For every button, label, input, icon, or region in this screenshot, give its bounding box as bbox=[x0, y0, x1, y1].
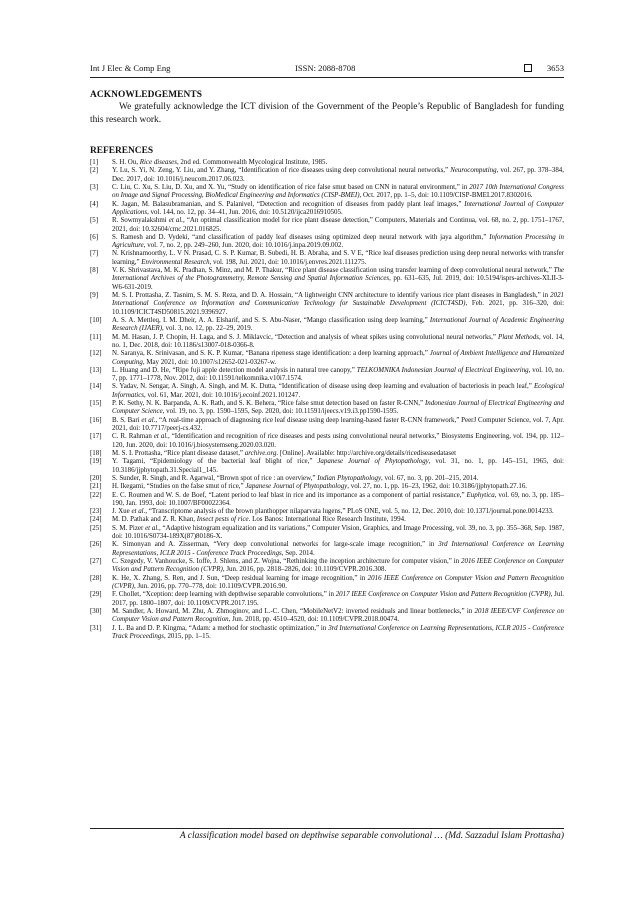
reference-authors: M. S. I. Prottasha, “Rice plant disease dataset,” bbox=[112, 448, 245, 457]
reference-number: [5] bbox=[90, 216, 99, 225]
reference-authors: B. S. Bari bbox=[112, 415, 142, 424]
reference-number: [21] bbox=[90, 482, 102, 491]
reference-text bbox=[112, 382, 564, 398]
reference-number: [30] bbox=[90, 606, 102, 615]
reference-item bbox=[90, 624, 564, 641]
reference-details: , vol. 31, no. 1, pp. 145–151, 1965, doi: 10.3186/jjphytopath.31.Special1_145. bbox=[112, 457, 564, 474]
reference-item bbox=[90, 540, 564, 557]
reference-text bbox=[112, 233, 564, 249]
reference-number: [19] bbox=[90, 457, 102, 466]
reference-details: , vol. 7, no. 2, pp. 249–260, Jun. 2020, doi: 10.1016/j.inpa.2019.09.002. bbox=[143, 241, 344, 250]
reference-number: [17] bbox=[90, 432, 102, 441]
reference-source: et al. bbox=[153, 432, 168, 441]
reference-text bbox=[112, 607, 564, 623]
reference-text bbox=[112, 366, 564, 382]
reference-text bbox=[112, 482, 527, 490]
reference-text bbox=[112, 449, 456, 457]
reference-details: , vol. 3, no. 12, pp. 22–29, 2019. bbox=[162, 324, 253, 333]
reference-authors: J. L. Ba and D. P. Kingma, “Adam: a method for stochastic optimization,” in bbox=[112, 623, 329, 632]
reference-number: [3] bbox=[90, 182, 99, 191]
reference-item bbox=[90, 607, 564, 624]
reference-text bbox=[112, 590, 564, 606]
reference-text bbox=[112, 291, 564, 316]
reference-authors: S. Sunder, R. Singh, and R. Agarwal, “Brown spot of rice : an overview,” bbox=[112, 473, 318, 482]
reference-text bbox=[112, 399, 564, 415]
reference-source: et al. bbox=[145, 523, 159, 532]
reference-source: TELKOMNIKA Indonesian Journal of Electrical Engineering bbox=[356, 365, 529, 374]
reference-item bbox=[90, 183, 564, 200]
reference-text bbox=[112, 557, 564, 573]
reference-item bbox=[90, 491, 564, 508]
reference-source: 2016 IEEE Conference on Computer Vision and Pattern Recognition (CVPR) bbox=[112, 557, 564, 574]
reference-number: [2] bbox=[90, 166, 99, 175]
reference-item bbox=[90, 158, 564, 166]
reference-item bbox=[90, 574, 564, 591]
reference-number: [24] bbox=[90, 515, 102, 524]
issn: ISSN: 2088-8708 bbox=[295, 63, 356, 73]
reference-authors: S. Ramesh and D. Vydeki, “and classification of paddy leaf diseases using optimized deep neural network with jaya algorithm,” bbox=[112, 232, 490, 241]
reference-authors: A. S. A. Mettleq, I. M. Dheir, A. A. Elsharif, and S. S. Abu-Naser, “Mango classification using deep learning,” bbox=[112, 315, 430, 324]
reference-text bbox=[112, 200, 564, 216]
reference-item bbox=[90, 399, 564, 416]
reference-number: [25] bbox=[90, 523, 102, 532]
reference-authors: J. Xue bbox=[112, 507, 132, 516]
reference-source: Ecological Informatics bbox=[112, 382, 564, 399]
reference-source: Neurocomputing bbox=[450, 166, 497, 175]
reference-item bbox=[90, 416, 564, 433]
reference-authors: N. Krishnamoorthy, L. V N. Prasad, C. S. P. Kumar, B. Subedi, H. B. Abraha, and S. V E, “Rice leaf diseases prediction using deep neural networks with transfer learning,” bbox=[112, 249, 564, 266]
running-footer: A classification model based on depthwise separable convolutional … (Md. Sazzadul Islam Prottasha) bbox=[179, 831, 564, 841]
reference-text bbox=[112, 457, 564, 473]
reference-item bbox=[90, 349, 564, 366]
reference-number: [16] bbox=[90, 415, 102, 424]
reference-details: , pp. 631–635, Jul. 2019, doi: 10.5194/isprs-archives-XLII-3-W6-631-2019. bbox=[112, 274, 564, 291]
reference-item bbox=[90, 291, 564, 316]
reference-number: [11] bbox=[90, 332, 102, 341]
reference-authors: C. Szegedy, V. Vanhoucke, S. Ioffe, J. Shlens, and Z. Wojna, “Rethinking the inception architecture for computer vision,” in bbox=[112, 557, 462, 565]
reference-details: , May 2021, doi: 10.1007/s12652-021-03267-w. bbox=[142, 357, 277, 366]
reference-number: [9] bbox=[90, 291, 99, 299]
reference-number: [28] bbox=[90, 573, 102, 582]
reference-source: et al. bbox=[168, 216, 184, 225]
reference-item bbox=[90, 233, 564, 250]
reference-details: , Jun. 2016, pp. 2818–2826, doi: 10.1109/CVPR.2016.308. bbox=[222, 565, 387, 574]
reference-details: , Sep. 2014. bbox=[281, 548, 315, 557]
reference-details: , “Adaptive histogram equalization and its variations,” Computer Vision, Graphics, and Image Processing, vol. 39, no. 3, pp. 355–368, Sep. 1987, doi: 10.1016/S0734-189X(87)80186-X. bbox=[112, 523, 565, 541]
reference-source: Journal of Ambient Intelligence and Humanized Computing bbox=[112, 349, 564, 366]
reference-source: Environmental Research bbox=[141, 257, 210, 266]
reference-source: Rice diseases bbox=[139, 158, 177, 166]
header-rule bbox=[90, 77, 564, 78]
reference-details: , Jun. 2018, pp. 4510–4520, doi: 10.1109/CVPR.2018.00474. bbox=[228, 615, 399, 624]
reference-details: , “A real-time approach of diagnosing rice leaf disease using deep learning-based faster R-CNN framework,” PeerJ Computer Science, vol. 7, Apr. 2021, doi: 10.7717/peerj-cs.432. bbox=[112, 415, 564, 432]
reference-source: 2017 IEEE Conference on Computer Vision and Pattern Recognition (CVPR) bbox=[335, 590, 551, 599]
reference-number: [8] bbox=[90, 266, 99, 275]
reference-authors: L. Huang and D. He, “Ripe fuji apple detection model analysis in natural tree canopy,” bbox=[112, 365, 357, 374]
reference-source: 3rd International Conference on Learning Representations, ICLR 2015 - Conference Track Proceedings bbox=[112, 623, 564, 640]
reference-item bbox=[90, 200, 564, 217]
reference-authors: C. R. Rahman bbox=[112, 432, 154, 441]
reference-number: [13] bbox=[90, 365, 102, 374]
reference-authors: M. M. Hasan, J. P. Chopin, H. Laga, and S. J. Miklavcic, “Detection and analysis of wheat spikes using convolutional neural networks,” bbox=[112, 332, 498, 341]
reference-details: , Feb. 2021, pp. 316–320, doi: 10.1109/ICICT4SD50815.2021.9396927. bbox=[112, 299, 564, 316]
reference-number: [15] bbox=[90, 399, 102, 408]
reference-source: et al. bbox=[131, 507, 146, 516]
reference-text bbox=[112, 432, 564, 448]
reference-text bbox=[112, 524, 564, 540]
reference-source: The International Archives of the Photogrammetry, Remote Sensing and Spatial Information Sciences bbox=[112, 266, 564, 283]
acknowledgements-heading: ACKNOWLEDGEMENTS bbox=[90, 90, 203, 100]
reference-authors: K. He, X. Zhang, S. Ren, and J. Sun, “Deep residual learning for image recognition,” in bbox=[112, 573, 368, 582]
reference-authors: C. Liu, C. Xu, S. Liu, D. Xu, and X. Yu, “Study on identification of rice false smut based on CNN in natural environment,” in bbox=[112, 182, 470, 191]
reference-text bbox=[112, 574, 564, 590]
reference-details: , “Identification and recognition of rice diseases and pests using convolutional neural networks,” Biosystems Engineering, vol. 194, pp. 112–120, Jun. 2020, doi: 10.1016/j.biosystemseng.2020.03.020. bbox=[112, 432, 564, 449]
reference-source: 2016 IEEE Conference on Computer Vision and Pattern Recognition (CVPR) bbox=[112, 573, 564, 590]
reference-text bbox=[112, 491, 564, 507]
reference-number: [6] bbox=[90, 232, 99, 241]
reference-details: , 2015, pp. 1–15. bbox=[163, 631, 211, 640]
reference-number: [29] bbox=[90, 590, 102, 599]
reference-number: [1] bbox=[90, 158, 99, 166]
reference-text bbox=[112, 507, 554, 515]
footer-rule bbox=[90, 828, 564, 829]
reference-number: [10] bbox=[90, 315, 102, 324]
reference-details: , vol. 144, no. 12, pp. 34–41, Jun. 2016, doi: 10.5120/ijca2016910505. bbox=[147, 207, 343, 216]
reference-authors: R. Sowmyalakshmi bbox=[112, 216, 169, 225]
reference-source: Indian Phytopathology bbox=[317, 473, 382, 482]
reference-authors: M. D. Pathak and Z. R. Khan, bbox=[112, 515, 197, 524]
reference-details: , vol. 14, no. 1, Dec. 2018, doi: 10.1186/s13007-018-0366-8. bbox=[112, 332, 564, 349]
reference-item bbox=[90, 249, 564, 266]
checkbox-square-icon bbox=[524, 64, 532, 72]
reference-authors: S. Yadav, N. Sengar, A. Singh, A. Singh, and M. K. Dutta, “Identification of disease using deep learning and evaluation of bacteriosis in peach leaf,” bbox=[112, 382, 534, 391]
reference-source: Plant Methods bbox=[497, 332, 539, 341]
reference-item bbox=[90, 457, 564, 474]
reference-source: et al. bbox=[141, 415, 156, 424]
reference-item bbox=[90, 382, 564, 399]
reference-details: , Jul. 2017, pp. 1800–1807, doi: 10.1109/CVPR.2017.195. bbox=[112, 590, 564, 607]
reference-number: [4] bbox=[90, 199, 99, 208]
reference-details: , 2nd ed. Commonwealth Mycological Institute, 1985. bbox=[176, 158, 328, 166]
reference-number: [7] bbox=[90, 249, 99, 258]
reference-details: , vol. 61, Mar. 2021, doi: 10.1016/j.ecoinf.2021.101247. bbox=[144, 390, 301, 399]
reference-details: , vol. 67, no. 3, pp. 201–215, 2014. bbox=[381, 473, 479, 482]
reference-authors: S. M. Pizer bbox=[112, 523, 146, 532]
reference-source: Euphytica bbox=[466, 490, 495, 499]
reference-number: [18] bbox=[90, 448, 102, 457]
reference-authors: H. Ikegami, “Studies on the false smut of rice,” bbox=[112, 482, 246, 491]
reference-item bbox=[90, 366, 564, 383]
reference-authors: M. S. I. Prottasha, Z. Tasnim, S. M. S. Reza, and D. A. Hossain, “A lightweight CNN architecture to identify various rice plant diseases in Bangladesh,” in bbox=[112, 291, 551, 299]
reference-text bbox=[112, 416, 564, 432]
reference-text bbox=[112, 515, 406, 523]
reference-source: Information Processing in Agriculture bbox=[112, 232, 564, 250]
reference-text bbox=[112, 158, 327, 166]
reference-source: Indonesian Journal of Electrical Engineering and Computer Science bbox=[112, 399, 564, 416]
reference-item bbox=[90, 482, 564, 490]
reference-authors: K. Simonyan and A. Zisserman, “Very deep convolutional networks for large-scale image recognition,” in bbox=[112, 540, 439, 549]
reference-item bbox=[90, 515, 564, 523]
reference-authors: Y. Tagami, “Epidemiology of the bacterial leaf blight of rice,” bbox=[112, 457, 318, 466]
reference-authors: F. Chollet, “Xception: deep learning with depthwise separable convolutions,” in bbox=[112, 590, 336, 599]
reference-item bbox=[90, 316, 564, 333]
reference-source: Insect pests of rice bbox=[196, 515, 249, 524]
reference-authors: S. H. Ou, bbox=[112, 158, 140, 166]
reference-source: archive.org bbox=[244, 448, 277, 457]
reference-item bbox=[90, 590, 564, 607]
reference-number: [26] bbox=[90, 540, 102, 549]
reference-text bbox=[112, 540, 564, 556]
reference-details: , vol. 267, pp. 378–384, Dec. 2017, doi: 10.1016/j.neucom.2017.06.023. bbox=[112, 166, 565, 183]
reference-details: , “Transcriptome analysis of the brown planthopper nilaparvata lugens,” PLoS ONE, vol. 5, no. 12, Dec. 2010, doi: 10.1371/journal.pone.0014233. bbox=[145, 507, 554, 516]
reference-details: , vol. 69, no. 3, pp. 185–190, Jan. 1993, doi: 10.1007/BF00022364. bbox=[112, 490, 564, 507]
reference-details: , vol. 19, no. 3, pp. 1590–1595, Sep. 2020, doi: 10.11591/ijeecs.v19.i3.pp1590-1595. bbox=[162, 407, 399, 416]
reference-item bbox=[90, 266, 564, 291]
reference-authors: M. Sandler, A. Howard, M. Zhu, A. Zhmoginov, and L.-C. Chen, “MobileNetV2: inverted residuals and linear bottlenecks,” in bbox=[112, 606, 475, 615]
reference-authors: K. Jagan, M. Balasubramanian, and S. Palanivel, “Detection and recognition of diseases from paddy plant leaf images,” bbox=[112, 199, 465, 208]
references-heading: REFERENCES bbox=[90, 146, 154, 156]
reference-authors: V. K. Shrivastava, M. K. Pradhan, S. Minz, and M. P. Thakur, “Rice plant disease classification using transfer learning of deep convolutional neural network,” bbox=[112, 266, 554, 275]
reference-details: . Los Banos: International Rice Research Institute, 1994. bbox=[248, 515, 406, 524]
reference-details: , Oct. 2017, pp. 1–5, doi: 10.1109/CISP-BMEI.2017.8302016. bbox=[359, 191, 533, 200]
reference-item bbox=[90, 557, 564, 574]
reference-text bbox=[112, 249, 564, 265]
reference-details: , vol. 27, no. 1, pp. 16–23, 1962, doi: 10.3186/jjphytopath.27.16. bbox=[347, 482, 528, 491]
reference-item bbox=[90, 216, 564, 233]
reference-details: , “An optimal classification model for rice plant disease detection,” Computers, Materials and Continua, vol. 68, no. 2, pp. 1751–1767, 2021, doi: 10.32604/cmc.2021.016825. bbox=[112, 216, 564, 233]
reference-details: , vol. 198, Jul. 2021, doi: 10.1016/j.envres.2021.111275. bbox=[209, 257, 367, 266]
reference-source: International Journal of Computer Applications bbox=[112, 199, 565, 216]
reference-text bbox=[112, 166, 564, 182]
reference-details: , Jun. 2016, pp. 770–778, doi: 10.1109/CVPR.2016.90. bbox=[133, 581, 287, 590]
reference-list bbox=[90, 158, 564, 640]
reference-text bbox=[112, 624, 564, 640]
reference-source: 2017 10th International Congress on Image and Signal Processing, BioMedical Engineering and Informatics (CISP-BMEI) bbox=[112, 182, 564, 200]
reference-item bbox=[90, 166, 564, 183]
reference-text bbox=[112, 216, 564, 232]
reference-source: 3rd International Conference on Learning Representations, ICLR 2015 - Conference Track Proceedings bbox=[112, 540, 564, 557]
reference-text bbox=[112, 266, 564, 291]
journal-name: Int J Elec & Comp Eng bbox=[90, 63, 171, 73]
reference-item bbox=[90, 333, 564, 350]
reference-source: International Journal of Academic Engineering Research (IJAER) bbox=[112, 315, 564, 333]
reference-number: [23] bbox=[90, 507, 102, 516]
reference-text bbox=[112, 183, 564, 199]
reference-number: [12] bbox=[90, 349, 102, 358]
reference-item bbox=[90, 507, 564, 515]
running-header bbox=[90, 61, 564, 75]
reference-authors: N. Saranya, K. Srinivasan, and S. K. P. Kumar, “Banana ripeness stage identification: a deep learning approach,” bbox=[112, 349, 430, 358]
reference-item bbox=[90, 474, 564, 482]
reference-item bbox=[90, 432, 564, 449]
reference-authors: E. C. Roumen and W. S. de Boef, “Latent period to leaf blast in rice and its importance as a component of partial resistance,” bbox=[112, 490, 467, 499]
reference-text bbox=[112, 474, 478, 482]
reference-source: 2018 IEEE/CVF Conference on Computer Vision and Pattern Recognition bbox=[112, 606, 564, 624]
reference-source: Japanese Journal of Phytopathology bbox=[245, 482, 348, 491]
reference-number: [31] bbox=[90, 623, 102, 632]
reference-authors: Y. Lu, S. Yi, N. Zeng, Y. Liu, and Y. Zhang, “Identification of rice diseases using deep convolutional neural networks,” bbox=[112, 166, 451, 175]
acknowledgements-body: We gratefully acknowledge the ICT division of the Government of the People’s Republic of Bangladesh for funding this research work. bbox=[90, 102, 564, 125]
reference-source: 2021 International Conference on Information and Communication Technology for Sustainable Development (ICICT4SD) bbox=[112, 291, 564, 308]
page-number: 3653 bbox=[546, 63, 564, 73]
reference-item bbox=[90, 449, 564, 457]
reference-details: , vol. 10, no. 7, pp. 1771–1778, Nov. 2012, doi: 10.11591/telkomnika.v10i7.1574. bbox=[112, 365, 564, 383]
reference-details: . [Online]. Available: http://archive.org/details/ricediseasedataset bbox=[276, 448, 457, 457]
reference-source: Japanese Journal of Phytopathology bbox=[317, 457, 429, 466]
reference-text bbox=[112, 349, 564, 365]
reference-item bbox=[90, 524, 564, 541]
reference-text bbox=[112, 316, 564, 332]
reference-text bbox=[112, 333, 564, 349]
reference-number: [14] bbox=[90, 382, 102, 391]
reference-number: [27] bbox=[90, 557, 102, 565]
reference-number: [22] bbox=[90, 490, 102, 499]
reference-number: [20] bbox=[90, 473, 102, 482]
reference-authors: P. K. Sethy, N. K. Barpanda, A. K. Rath, and S. K. Behera, “Rice false smut detection based on faster R-CNN,” bbox=[112, 399, 425, 408]
